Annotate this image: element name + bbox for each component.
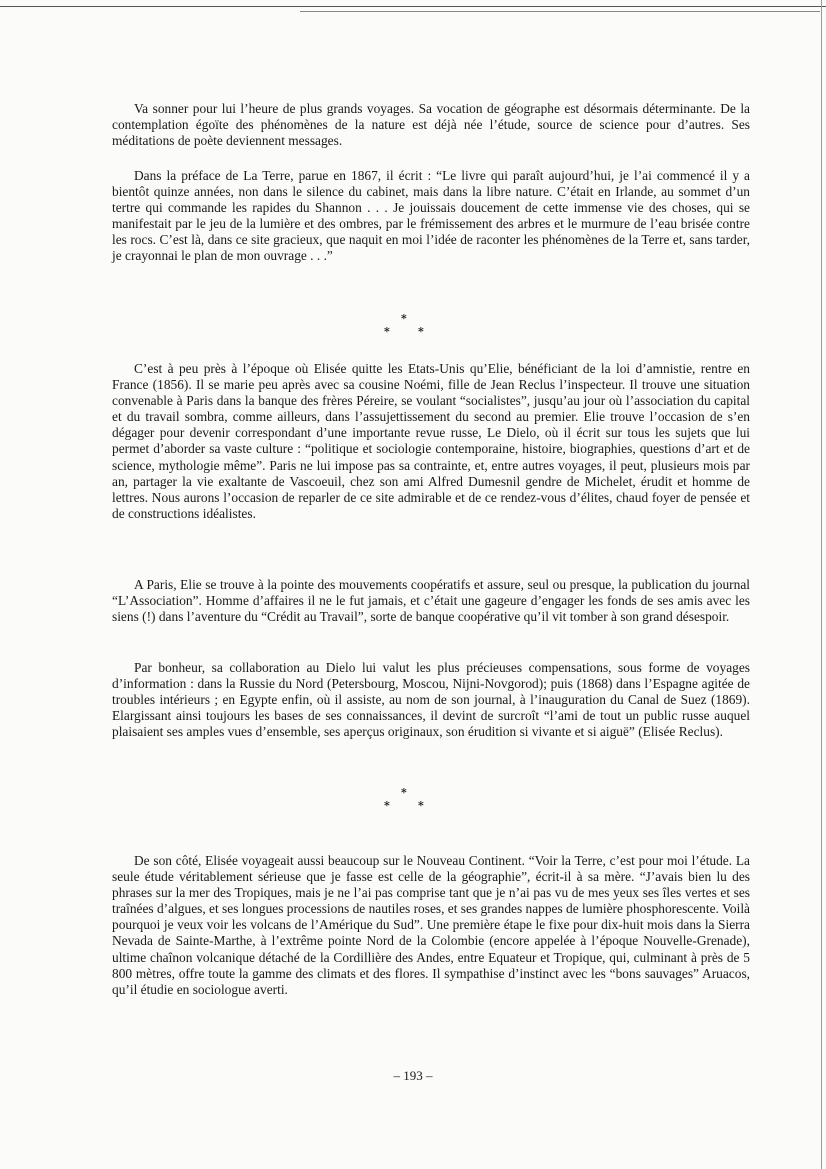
paragraph-2: Dans la préface de La Terre, parue en 1867, il écrit : “Le livre qui paraît aujourd’hui, je l’ai commencé il y a bientôt quinze années, non dans le silence du cabinet, mais dans la libre nature. C’était en Irlande, au sommet d’un tertre qui commande les rapides du Shannon . . . Je jouissais doucement de cette immense vie des choses, qui se manifestait par le jeu de la lumière et des ombres, par le frémissement des arbres et le murmure de l’eau brisée contre les rocs. C’est là, dans ce site gracieux, que naquit en moi l’idée de raconter les phénomènes de la Terre et, sans tarder, je crayonnai le plan de mon ouvrage . . .” [112, 168, 750, 264]
paragraph-4: A Paris, Elie se trouve à la pointe des mouvements coopératifs et assure, seul ou presque, la publication du journal “L’Association”. Homme d’affaires il ne le fut jamais, et c’était une gageure d’engager les fonds de ses amis avec les siens (!) dans l’aventure du “Crédit au Travail”, sorte de banque coopérative qu’il vit tomber à son grand désespoir. [112, 577, 750, 625]
page-number: – 193 – [393, 1068, 433, 1083]
scan-edge-line [821, 0, 822, 1169]
paragraph-6: De son côté, Elisée voyageait aussi beaucoup sur le Nouveau Continent. “Voir la Terre, c’est pour moi l’étude. La seule étude véritablement sérieuse que je fasse est celle de la géographie”, écrit-il à sa mère. “J’avais bien lu des phrases sur la mer des Tropiques, mais je ne l’ai pas comprise tant que je n’ai pas vu de mes yeux ses îles vertes et ses traînées d’algues, et ses longues processions de nautiles roses, et ses grandes nappes de lumière phosphorescente. Voilà pourquoi je veux voir les volcans de l’Amérique du Sud”. Une première étape le fixe pour dix-huit mois dans la Sierra Nevada de Sainte-Marthe, à l’extrême pointe Nord de la Colombie (encore appelée à l’époque Nouvelle-Grenade), ultime chaînon volcanique détaché de la Cordillière des Andes, entre Equateur et Tropique, qui, culminant à près de 5 800 mètres, offre toute la gamme des climats et des flores. Il sympathise d’instinct avec les “bons sauvages” Aruacos, qu’il étudie en sociologue averti. [112, 853, 750, 997]
section-separator: * * * [384, 786, 424, 812]
scan-edge-line [300, 11, 820, 12]
scan-edge-line [0, 6, 826, 7]
paragraph-1: Va sonner pour lui l’heure de plus grands voyages. Sa vocation de géographe est désormais déterminante. De la contemplation égoïte des phénomènes de la nature est déjà née l’étude, source de science pour d’autres. Ses méditations de poète deviennent messages. [112, 101, 750, 149]
paragraph-5: Par bonheur, sa collaboration au Dielo lui valut les plus précieuses compensations, sous forme de voyages d’information : dans la Russie du Nord (Petersbourg, Moscou, Nijni-Novgorod); puis (1868) dans l’Espagne agitée de troubles intérieurs ; en Egypte enfin, où il assiste, au nom de son journal, à l’inauguration du Canal de Suez (1869). Elargissant ainsi toujours les bases de ses connaissances, il devint de surcroît “l’ami de tout un public russe auquel plaisaient ses amples vues d’ensemble, ses aperçus originaux, son érudition si vivante et si aiguë” (Elisée Reclus). [112, 660, 750, 740]
section-separator: * * * [384, 312, 424, 338]
paragraph-3: C’est à peu près à l’époque où Elisée quitte les Etats-Unis qu’Elie, bénéficiant de la loi d’amnistie, rentre en France (1856). Il se marie peu après avec sa cousine Noémi, fille de Jean Reclus l’inspecteur. Il trouve une situation convenable à Paris dans la banque des frères Péreire, se voulant “socialistes”, jusqu’au jour où l’association du capital et du travail sombra, comme ailleurs, dans l’assujettissement du second au premier. Elie trouve l’occasion de s’en dégager pour devenir correspondant d’une importante revue russe, Le Dielo, où il écrit sur tous les sujets que lui permet d’aborder sa vaste culture : “politique et sociologie contemporaine, histoire, biographies, questions d’art et de science, mythologie même”. Paris ne lui impose pas sa contrainte, et, entre autres voyages, il peut, plusieurs mois par an, partager la vie exaltante de Vascoeuil, chez son ami Alfred Dumesnil gendre de Michelet, érudit et homme de lettres. Nous aurons l’occasion de reparler de ce site admirable et de ce rendez-vous d’élites, chaud foyer de pensée et de constructions idéalistes. [112, 361, 750, 521]
